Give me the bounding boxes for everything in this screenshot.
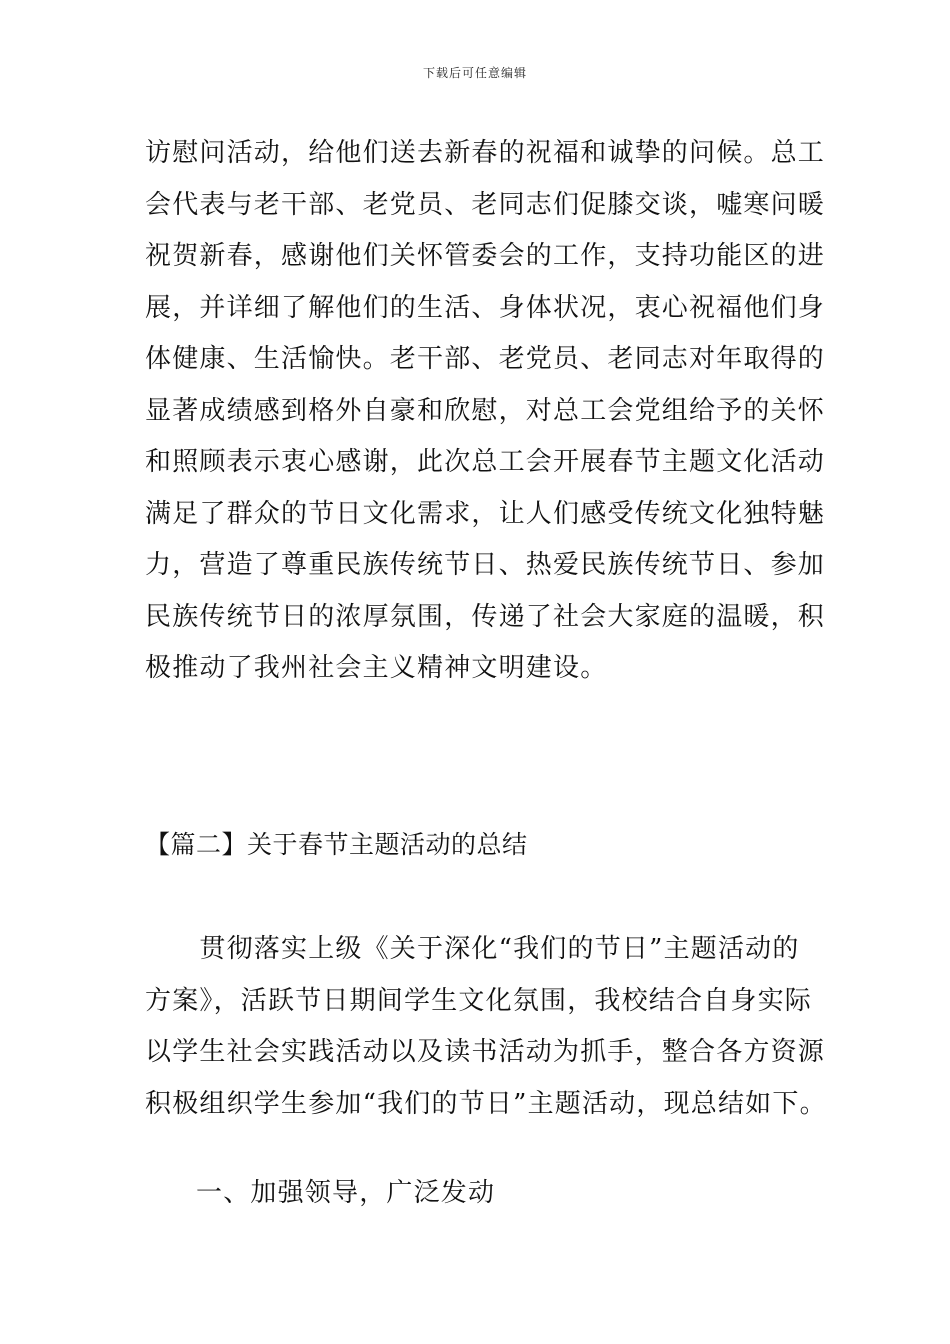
paragraph-line: 和照顾表示衷心感谢，此次总工会开展春节主题文化活动 <box>145 447 826 477</box>
paragraph-line: 显著成绩感到格外自豪和欣慰，对总工会党组给予的关怀 <box>145 395 826 426</box>
paragraph-line: 极推动了我州社会主义精神文明建设。 <box>145 653 608 683</box>
paragraph-line: 访慰问活动，给他们送去新春的祝福和诚挚的问候。总工 <box>145 138 826 168</box>
subsection-title: 一、加强领导，广泛发动 <box>196 1178 496 1208</box>
paragraph-line: 祝贺新春，感谢他们关怀管委会的工作，支持功能区的进 <box>145 241 826 271</box>
paragraph-line: 展，并详细了解他们的生活、身体状况，衷心祝福他们身 <box>145 292 826 323</box>
paragraph-line: 满足了群众的节日文化需求，让人们感受传统文化独特魅 <box>145 498 826 529</box>
paragraph-line: 力，营造了尊重民族传统节日、热爱民族传统节日、参加 <box>145 550 826 580</box>
paragraph-line: 方案》，活跃节日期间学生文化氛围，我校结合自身实际 <box>145 985 813 1016</box>
paragraph-line: 会代表与老干部、老党员、老同志们促膝交谈，嘘寒问暖 <box>145 189 826 220</box>
paragraph-line: 以学生社会实践活动以及读书活动为抓手，整合各方资源 <box>145 1037 826 1067</box>
paragraph-line: 民族传统节日的浓厚氛围，传递了社会大家庭的温暖，积 <box>145 601 826 632</box>
header-note: 下载后可任意编辑 <box>422 66 527 80</box>
paragraph-1 <box>145 128 826 695</box>
paragraph-line: 积极组织学生参加“我们的节日”主题活动，现总结如下。 <box>145 1088 827 1119</box>
section-heading: 【篇二】关于春节主题活动的总结 <box>145 830 528 859</box>
paragraph-2 <box>145 924 827 1130</box>
paragraph-line: 贯彻落实上级《关于深化“我们的节日”主题活动的 <box>145 934 800 964</box>
paragraph-line: 体健康、生活愉快。老干部、老党员、老同志对年取得的 <box>145 344 826 374</box>
